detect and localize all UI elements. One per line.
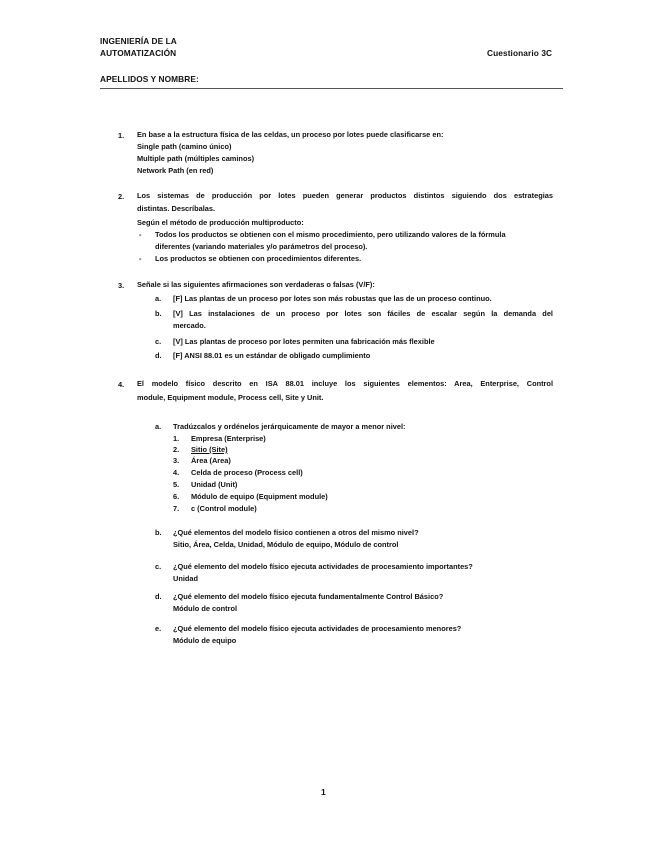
q4-a-list-num-5: 5. <box>173 480 180 489</box>
q4-text-line1: El modelo físico descrito en ISA 88.01 incluye los siguientes elementos: Area, Enterprise, Control <box>137 379 553 388</box>
q4-c-answer: Unidad <box>173 574 199 583</box>
q4-text-line2: module, Equipment module, Process cell, Site y Unit. <box>137 393 324 402</box>
q4-e-letter: e. <box>155 624 162 633</box>
q4-c-question: ¿Qué elemento del modelo físico ejecuta actividades de procesamiento importantes? <box>173 562 473 571</box>
q4-a-letter: a. <box>155 422 162 431</box>
page-number: 1 <box>321 787 326 797</box>
header-divider <box>100 88 563 89</box>
header-doc-title: Cuestionario 3C <box>487 48 553 58</box>
q3-item-b-line1: [V] Las instalaciones de un proceso por lotes son fáciles de escalar según la demanda del <box>173 309 553 318</box>
q3-item-c-text: [V] Las plantas de proceso por lotes permiten una fabricación más flexible <box>173 337 435 346</box>
q4-a-list-num-4: 4. <box>173 468 180 477</box>
q4-b-question: ¿Qué elementos del modelo físico contienen a otros del mismo nivel? <box>173 528 419 537</box>
q2-bullet2-mark: - <box>139 254 142 263</box>
q3-text: Señale si las siguientes afirmaciones son verdaderas o falsas (V/F): <box>137 280 375 289</box>
q2-bullet1-line1: Todos los productos se obtienen con el mismo procedimiento, pero utilizando valores de la fórmula <box>155 230 506 239</box>
q4-d-answer: Módulo de control <box>173 604 238 613</box>
q4-e-question: ¿Qué elemento del modelo físico ejecuta actividades de procesamiento menores? <box>173 624 462 633</box>
q2-answer-intro: Según el método de producción multiproducto: <box>137 218 304 227</box>
q4-a-list-num-3: 3. <box>173 456 180 465</box>
header-org-line2: AUTOMATIZACIÓN <box>100 48 177 58</box>
q2-bullet1-mark: - <box>139 230 142 239</box>
q1-text: En base a la estructura física de las celdas, un proceso por lotes puede clasificarse en: <box>137 130 444 139</box>
q4-a-list-item-5: Unidad (Unit) <box>191 480 238 489</box>
q4-a-list-num-1: 1. <box>173 434 180 443</box>
q4-a-list-item-1: Empresa (Enterprise) <box>191 434 266 443</box>
q3-item-b-letter: b. <box>155 309 162 318</box>
q2-bullet2: Los productos se obtienen con procedimientos diferentes. <box>155 254 362 263</box>
header-org-line1: INGENIERÍA DE LA <box>100 36 177 46</box>
q4-a-list-item-2: Sitio (Site) <box>191 445 228 454</box>
q4-b-answer: Sitio, Área, Celda, Unidad, Módulo de equipo, Módulo de control <box>173 540 399 549</box>
q4-a-list-num-7: 7. <box>173 504 180 513</box>
q4-a-list-item-4: Celda de proceso (Process cell) <box>191 468 303 477</box>
q3-item-a-text: [F] Las plantas de un proceso por lotes son más robustas que las de un proceso continuo. <box>173 294 492 303</box>
q2-text-line2: distintas. Descríbalas. <box>137 204 216 213</box>
q3-item-d-letter: d. <box>155 351 162 360</box>
q4-a-list-num-6: 6. <box>173 492 180 501</box>
q1-answer-2: Multiple path (múltiples caminos) <box>137 154 255 163</box>
q4-e-answer: Módulo de equipo <box>173 636 237 645</box>
q3-number: 3. <box>118 281 125 290</box>
q1-answer-3: Network Path (en red) <box>137 166 214 175</box>
q4-b-letter: b. <box>155 528 162 537</box>
q4-a-list-item-7: c (Control module) <box>191 504 257 513</box>
q4-a-list-item-3: Área (Area) <box>191 456 231 465</box>
q4-d-letter: d. <box>155 592 162 601</box>
q4-a-list-item-6: Módulo de equipo (Equipment module) <box>191 492 328 501</box>
q3-item-d-text: [F] ANSI 88.01 es un estándar de obligado cumplimiento <box>173 351 371 360</box>
q4-a-text: Tradúzcalos y ordénelos jerárquicamente de mayor a menor nivel: <box>173 422 406 431</box>
q2-bullet1-line2: diferentes (variando materiales y/o parámetros del proceso). <box>155 242 368 251</box>
name-label: APELLIDOS Y NOMBRE: <box>100 74 199 84</box>
q3-item-c-letter: c. <box>155 337 162 346</box>
q4-d-question: ¿Qué elemento del modelo físico ejecuta fundamentalmente Control Básico? <box>173 592 444 601</box>
q4-a-list-num-2: 2. <box>173 445 180 454</box>
q3-item-b-line2: mercado. <box>173 321 206 330</box>
q4-c-letter: c. <box>155 562 162 571</box>
q1-answer-1: Single path (camino único) <box>137 142 232 151</box>
q3-item-a-letter: a. <box>155 294 162 303</box>
q2-number: 2. <box>118 192 125 201</box>
q4-number: 4. <box>118 380 125 389</box>
q1-number: 1. <box>118 131 125 140</box>
q2-text-line1: Los sistemas de producción por lotes pueden generar productos distintos siguiendo dos estrategias <box>137 191 553 200</box>
